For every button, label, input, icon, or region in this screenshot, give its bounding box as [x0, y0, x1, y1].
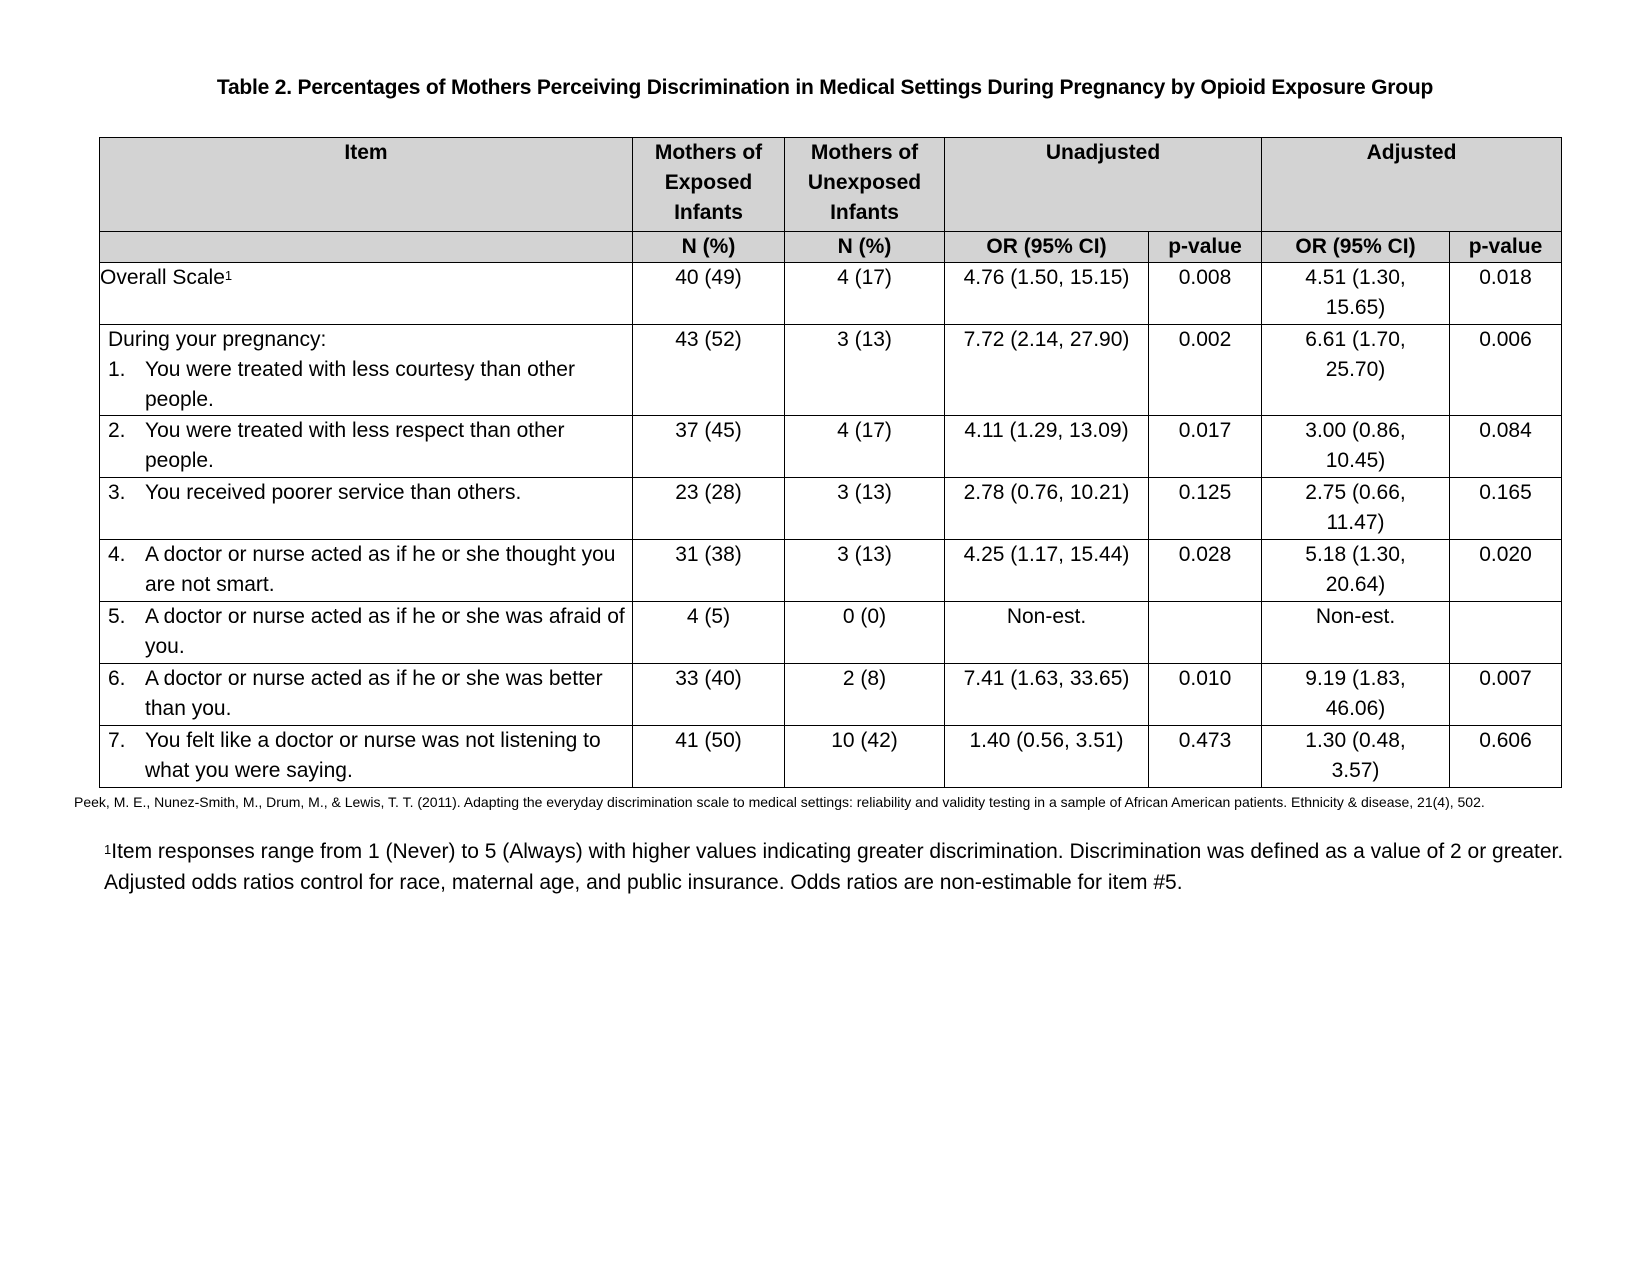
cell-unadjusted-p: [1149, 602, 1262, 664]
header-unexposed-n: N (%): [785, 232, 945, 263]
table-row: [100, 416, 1562, 478]
cell-unadjusted-or: 4.76 (1.50, 15.15): [945, 263, 1149, 325]
item-number: 3.: [108, 481, 126, 504]
cell-adjusted-p: 0.007: [1450, 664, 1562, 726]
cell-unexposed: 0 (0): [785, 602, 945, 664]
cell-adjusted-or: Non-est.: [1262, 602, 1450, 664]
footnote-marker: 1: [104, 842, 112, 857]
header-adjusted: Adjusted: [1262, 138, 1562, 232]
header-exposed: Mothers of Exposed Infants: [633, 138, 785, 232]
cell-unexposed: 3 (13): [785, 478, 945, 540]
footnote-text: Item responses range from 1 (Never) to 5 (Always) with higher values indicating greater discrimination. Discrimination was defined as a value of 2 or greater. Adjusted odds ratios control for race, maternal age, and public insurance. Odds ratios are non-estimable for item #5.: [104, 840, 1564, 894]
cell-adjusted-or: 4.51 (1.30, 15.65): [1262, 263, 1450, 325]
cell-unexposed: 4 (17): [785, 416, 945, 478]
cell-item: [100, 325, 633, 416]
table-row: [100, 726, 1562, 788]
header-unadjusted-p: p-value: [1149, 232, 1262, 263]
reference-citation: Peek, M. E., Nunez-Smith, M., Drum, M., & Lewis, T. T. (2011). Adapting the everyday discrimination scale to medical settings: reliability and validity testing in a sample of African American patients. Ethnicity & disease, 21(4), 502.: [74, 794, 1485, 810]
cell-unexposed: 2 (8): [785, 664, 945, 726]
cell-adjusted-p: 0.018: [1450, 263, 1562, 325]
cell-item: [100, 726, 633, 788]
cell-adjusted-p: 0.606: [1450, 726, 1562, 788]
item-label: A doctor or nurse acted as if he or she was afraid of you.: [145, 605, 625, 658]
item-label: You were treated with less courtesy than other people.: [145, 358, 575, 411]
cell-adjusted-or: 1.30 (0.48, 3.57): [1262, 726, 1450, 788]
item-number: 5.: [108, 605, 126, 628]
item-label: A doctor or nurse acted as if he or she thought you are not smart.: [145, 543, 616, 596]
item-number: 1.: [108, 358, 126, 381]
cell-exposed: 23 (28): [633, 478, 785, 540]
cell-unexposed: 3 (13): [785, 540, 945, 602]
cell-unadjusted-or: 7.41 (1.63, 33.65): [945, 664, 1149, 726]
cell-exposed: 40 (49): [633, 263, 785, 325]
cell-unadjusted-p: 0.010: [1149, 664, 1262, 726]
cell-unadjusted-p: 0.028: [1149, 540, 1262, 602]
cell-unadjusted-p: 0.125: [1149, 478, 1262, 540]
cell-adjusted-p: [1450, 602, 1562, 664]
cell-exposed: 43 (52): [633, 325, 785, 416]
cell-item: [100, 263, 633, 325]
cell-unadjusted-or: 2.78 (0.76, 10.21): [945, 478, 1149, 540]
cell-exposed: 33 (40): [633, 664, 785, 726]
cell-unexposed: 10 (42): [785, 726, 945, 788]
item-number: 7.: [108, 729, 126, 752]
cell-adjusted-p: 0.020: [1450, 540, 1562, 602]
header-exposed-n: N (%): [633, 232, 785, 263]
cell-item: [100, 664, 633, 726]
cell-adjusted-or: 9.19 (1.83, 46.06): [1262, 664, 1450, 726]
item-label: You received poorer service than others.: [145, 481, 522, 504]
header-unadjusted-or: OR (95% CI): [945, 232, 1149, 263]
header-adjusted-or: OR (95% CI): [1262, 232, 1450, 263]
cell-adjusted-or: 3.00 (0.86, 10.45): [1262, 416, 1450, 478]
cell-adjusted-p: 0.165: [1450, 478, 1562, 540]
cell-unexposed: 4 (17): [785, 263, 945, 325]
table-row: [100, 540, 1562, 602]
cell-unadjusted-p: 0.002: [1149, 325, 1262, 416]
cell-adjusted-or: 6.61 (1.70, 25.70): [1262, 325, 1450, 416]
table-row: [100, 664, 1562, 726]
results-table: [99, 137, 1562, 788]
cell-exposed: 4 (5): [633, 602, 785, 664]
cell-adjusted-or: 5.18 (1.30, 20.64): [1262, 540, 1450, 602]
cell-exposed: 31 (38): [633, 540, 785, 602]
cell-item: [100, 540, 633, 602]
header-unadjusted: Unadjusted: [945, 138, 1262, 232]
cell-exposed: 41 (50): [633, 726, 785, 788]
header-unexposed: Mothers of Unexposed Infants: [785, 138, 945, 232]
cell-unexposed: 3 (13): [785, 325, 945, 416]
cell-item: [100, 602, 633, 664]
cell-unadjusted-or: 4.11 (1.29, 13.09): [945, 416, 1149, 478]
item-number: 4.: [108, 543, 126, 566]
header-item-blank: [100, 232, 633, 263]
footnote-marker: 1: [224, 268, 233, 283]
table-row: [100, 478, 1562, 540]
cell-item: [100, 416, 633, 478]
item-label: You felt like a doctor or nurse was not listening to what you were saying.: [145, 729, 601, 782]
item-label: You were treated with less respect than other people.: [145, 419, 565, 472]
table-row: [100, 263, 1562, 325]
cell-unadjusted-p: 0.473: [1149, 726, 1262, 788]
item-label: Overall Scale: [100, 266, 225, 289]
cell-unadjusted-or: 1.40 (0.56, 3.51): [945, 726, 1149, 788]
header-item: Item: [100, 138, 633, 232]
cell-unadjusted-p: 0.008: [1149, 263, 1262, 325]
cell-item: [100, 478, 633, 540]
table-row: [100, 325, 1562, 416]
cell-unadjusted-p: 0.017: [1149, 416, 1262, 478]
header-adjusted-p: p-value: [1450, 232, 1562, 263]
item-number: 2.: [108, 419, 126, 442]
cell-adjusted-p: 0.006: [1450, 325, 1562, 416]
item-label: A doctor or nurse acted as if he or she was better than you.: [145, 667, 603, 720]
item-number: 6.: [108, 667, 126, 690]
cell-unadjusted-or: 7.72 (2.14, 27.90): [945, 325, 1149, 416]
footnote: [104, 836, 1574, 898]
cell-adjusted-p: 0.084: [1450, 416, 1562, 478]
cell-adjusted-or: 2.75 (0.66, 11.47): [1262, 478, 1450, 540]
cell-unadjusted-or: 4.25 (1.17, 15.44): [945, 540, 1149, 602]
cell-exposed: 37 (45): [633, 416, 785, 478]
table-row: [100, 602, 1562, 664]
item-intro: During your pregnancy:: [108, 328, 327, 351]
cell-unadjusted-or: Non-est.: [945, 602, 1149, 664]
table-title: Table 2. Percentages of Mothers Perceiving Discrimination in Medical Settings During Pregnancy by Opioid Exposure Group: [216, 76, 1434, 99]
